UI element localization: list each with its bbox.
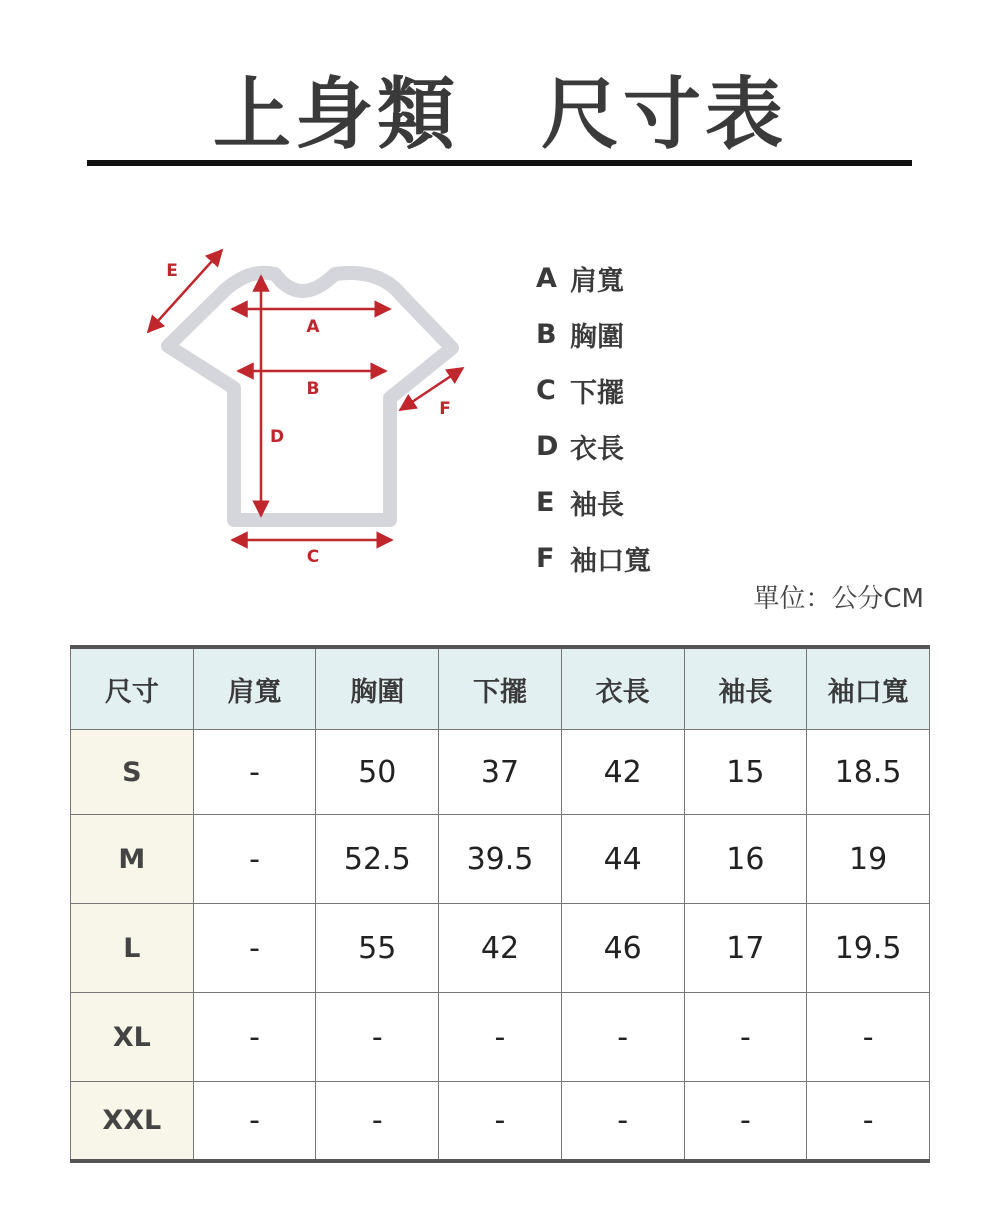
tshirt-measurement-diagram [130,238,490,578]
table-cell: - [193,993,316,1082]
header-length: 衣長 [561,647,684,730]
table-cell: 37 [439,730,562,815]
page-title: 上身類 尺寸表 [212,70,787,160]
legend-item-e: E 袖長 [536,486,624,521]
size-cell: L [71,904,194,993]
table-row [71,1082,930,1162]
table-cell: 55 [316,904,439,993]
size-cell: M [71,815,194,904]
header-shoulder: 肩寬 [193,647,316,730]
table-cell: - [316,1082,439,1162]
size-cell: XL [71,993,194,1082]
table-cell: - [316,993,439,1082]
table-row [71,815,930,904]
unit-note: 單位：公分CM [753,584,924,614]
legend-item-f: F 袖口寬 [536,542,651,577]
legend-item-b: B 胸圍 [536,318,624,353]
label-a: A [306,317,320,337]
legend-item-d: D 衣長 [536,430,624,465]
table-cell: 19 [807,815,930,904]
table-cell: - [193,1082,316,1162]
table-header-row [71,647,930,730]
title-divider [87,160,912,166]
table-cell: - [684,1082,807,1162]
label-c: C [306,547,320,567]
table-cell: - [193,815,316,904]
header-cuff-width: 袖口寬 [807,647,930,730]
header-chest: 胸圍 [316,647,439,730]
table-cell: - [561,1082,684,1162]
measurement-legend [536,250,651,586]
table-cell: - [807,1082,930,1162]
size-cell: XXL [71,1082,194,1162]
label-f: F [439,399,451,419]
table-cell: 19.5 [807,904,930,993]
legend-item-c: C 下擺 [536,374,624,409]
table-cell: 44 [561,815,684,904]
table-cell: - [807,993,930,1082]
header-size: 尺寸 [71,647,194,730]
table-row [71,993,930,1082]
table-cell: - [561,993,684,1082]
table-cell: - [439,993,562,1082]
legend-item-a: A 肩寬 [536,262,624,297]
size-cell: S [71,730,194,815]
table-cell: - [193,904,316,993]
table-cell: 18.5 [807,730,930,815]
label-e: E [166,261,178,281]
header-hem: 下擺 [439,647,562,730]
table-cell: 39.5 [439,815,562,904]
table-row [71,904,930,993]
table-cell: 17 [684,904,807,993]
header-sleeve-length: 袖長 [684,647,807,730]
label-d: D [269,427,285,447]
table-cell: 42 [439,904,562,993]
table-cell: 42 [561,730,684,815]
table-cell: 16 [684,815,807,904]
table-cell: - [439,1082,562,1162]
table-row [71,730,930,815]
table-cell: 15 [684,730,807,815]
size-table [70,645,930,1163]
table-cell: 52.5 [316,815,439,904]
label-b: B [306,379,320,399]
table-cell: - [684,993,807,1082]
table-cell: 46 [561,904,684,993]
table-cell: - [193,730,316,815]
table-cell: 50 [316,730,439,815]
